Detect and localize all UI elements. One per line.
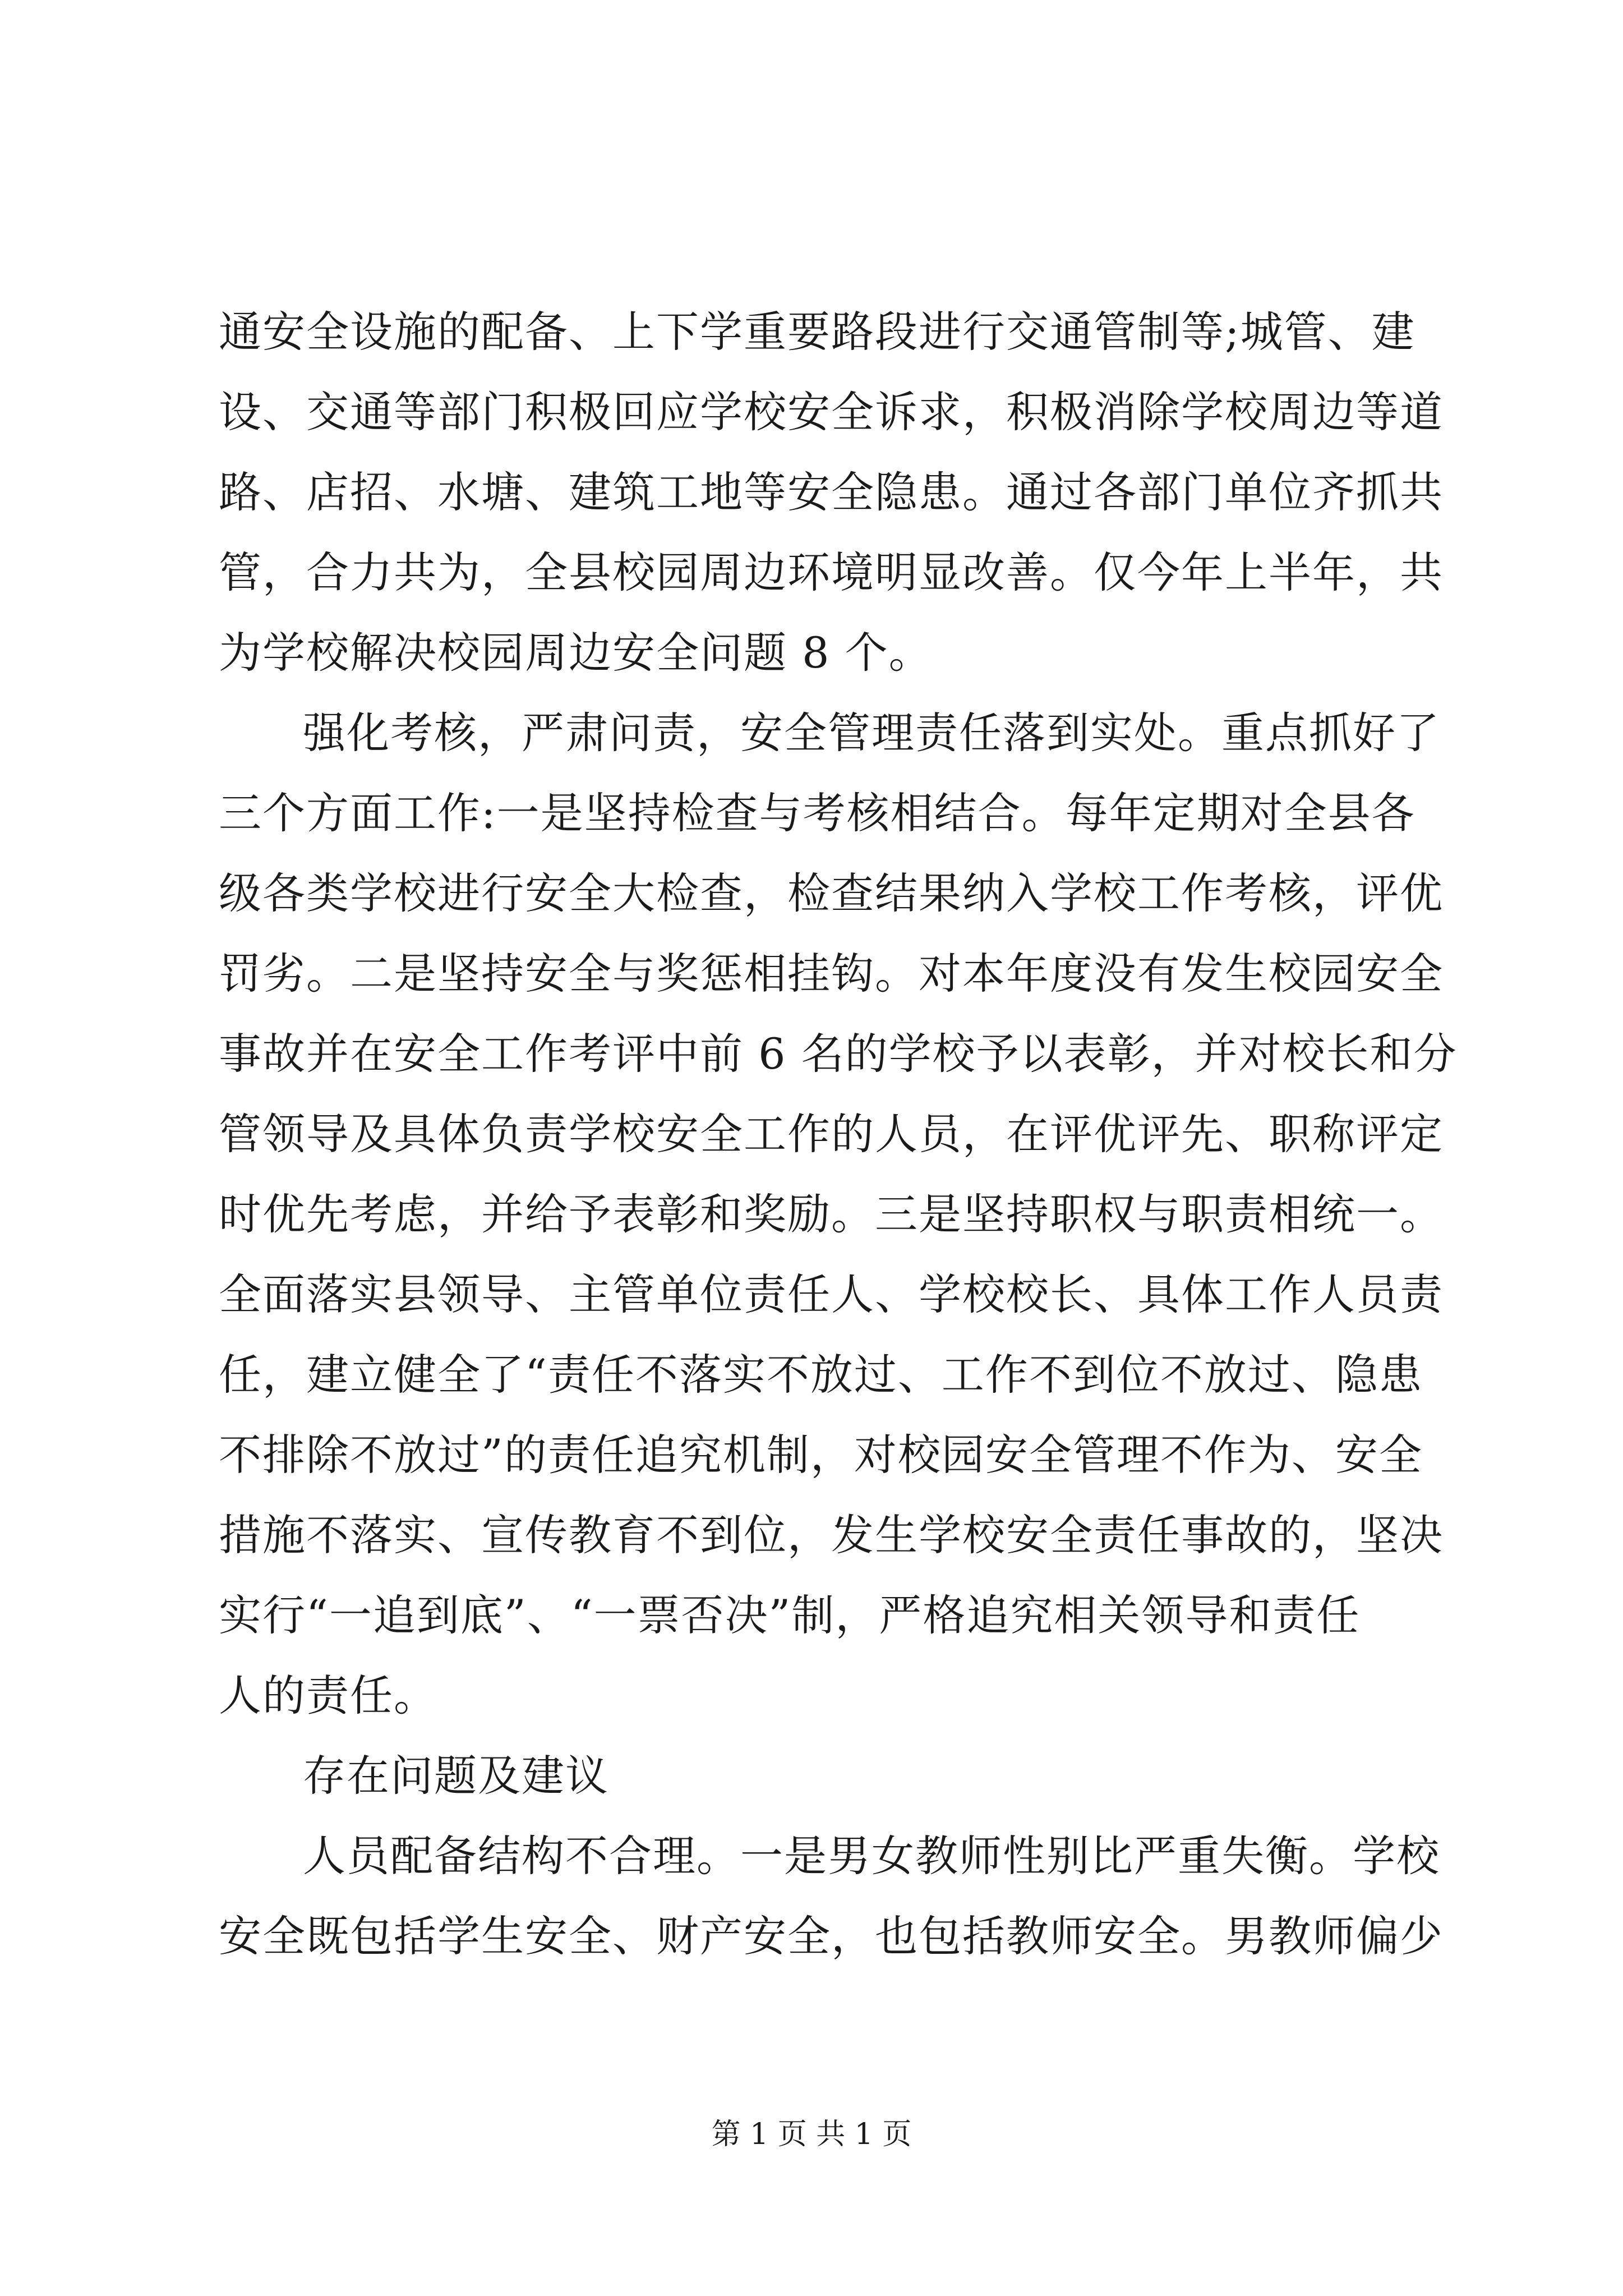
text-line: 管领导及具体负责学校安全工作的人员，在评优评先、职称评定 [219, 1109, 1444, 1159]
text-line: 全面落实县领导、主管单位责任人、学校校长、具体工作人员责 [219, 1269, 1444, 1319]
text-line: 措施不落实、宣传教育不到位，发生学校安全责任事故的，坚决 [219, 1510, 1444, 1560]
text-line: 级各类学校进行安全大检查，检查结果纳入学校工作考核，评优 [219, 868, 1444, 918]
paragraph-start-line: 人员配备结构不合理。一是男女教师性别比严重失衡。学校 [303, 1831, 1440, 1881]
paragraph-start-line: 强化考核，严肃问责，安全管理责任落到实处。重点抓好了 [303, 708, 1440, 758]
text-line: 罚劣。二是坚持安全与奖惩相挂钩。对本年度没有发生校园安全 [219, 949, 1444, 999]
text-line: 设、交通等部门积极回应学校安全诉求，积极消除学校周边等道 [219, 387, 1444, 437]
text-line: 安全既包括学生安全、财产安全，也包括教师安全。男教师偏少 [219, 1911, 1444, 1961]
text-line: 实行“一追到底”、“一票否决”制，严格追究相关领导和责任 [219, 1590, 1361, 1640]
text-line: 通安全设施的配备、上下学重要路段进行交通管制等;城管、建 [219, 307, 1415, 357]
document-body [219, 292, 1458, 1976]
text-line: 不排除不放过”的责任追究机制，对校园安全管理不作为、安全 [219, 1430, 1423, 1480]
text-line: 任，建立健全了“责任不落实不放过、工作不到位不放过、隐患 [219, 1350, 1423, 1400]
text-line: 时优先考虑，并给予表彰和奖励。三是坚持职权与职责相统一。 [219, 1189, 1444, 1239]
text-line: 为学校解决校园周边安全问题 8 个。 [219, 628, 933, 678]
text-line: 管，合力共为，全县校园周边环境明显改善。仅今年上半年，共 [219, 547, 1444, 597]
section-heading: 存在问题及建议 [303, 1751, 609, 1801]
text-line: 人的责任。 [219, 1671, 437, 1720]
text-line: 三个方面工作:一是坚持检查与考核相结合。每年定期对全县各 [219, 788, 1415, 838]
text-line: 事故并在安全工作考评中前 6 名的学校予以表彰，并对校长和分 [219, 1029, 1458, 1079]
page-footer: 第 1 页 共 1 页 [711, 2118, 912, 2151]
text-line: 路、店招、水塘、建筑工地等安全隐患。通过各部门单位齐抓共 [219, 467, 1444, 517]
